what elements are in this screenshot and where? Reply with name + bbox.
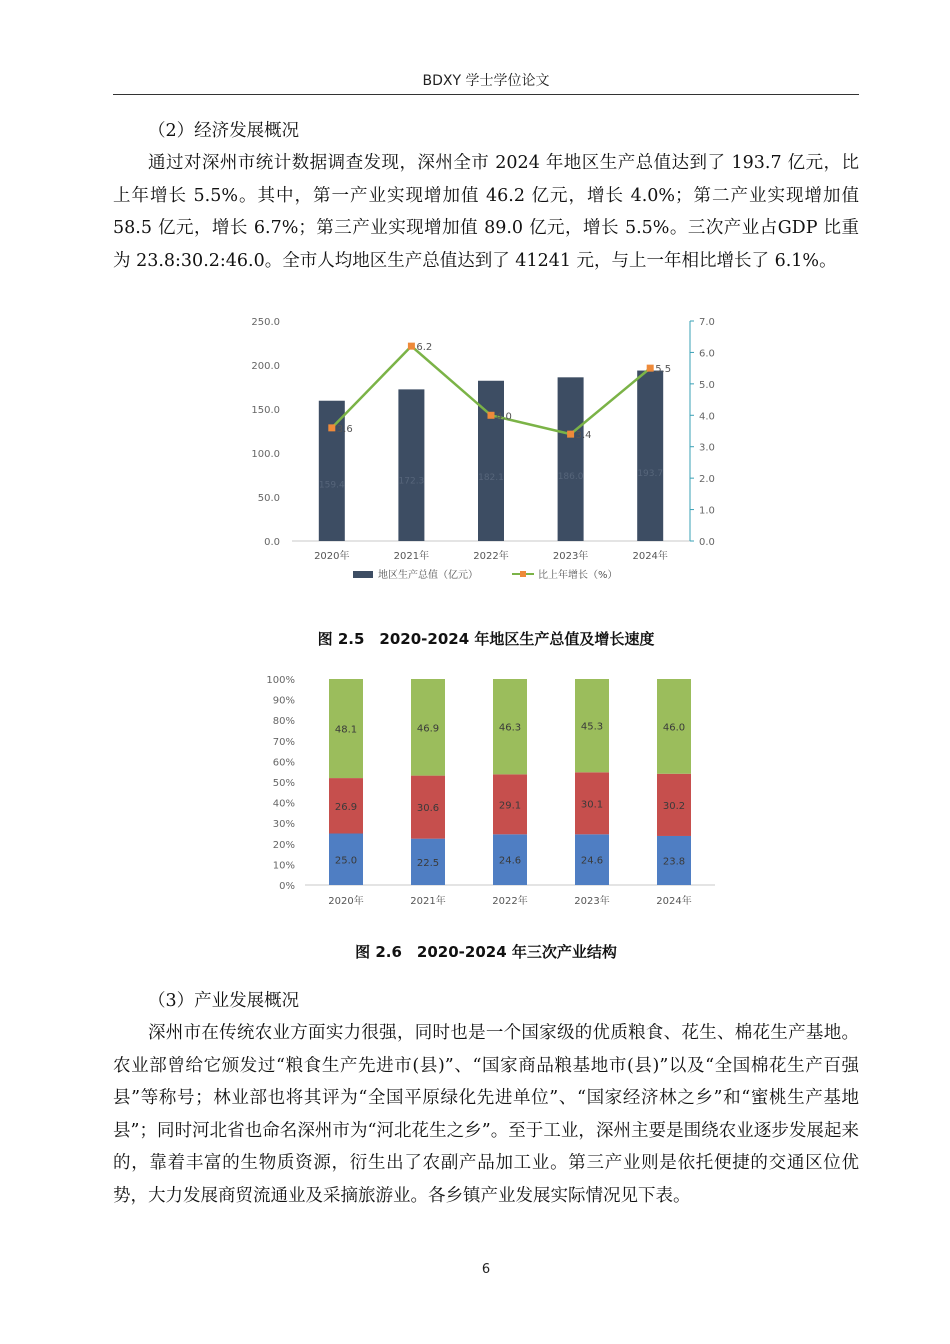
x-tick-label: 2022年	[473, 551, 509, 562]
industry-structure-chart	[255, 665, 715, 919]
gdp-bar	[637, 371, 663, 541]
structure-value-label: 30.2	[662, 800, 686, 812]
x-tick-label: 2023年	[574, 896, 610, 907]
structure-value-label: 29.1	[498, 800, 522, 812]
gdp-bar	[319, 401, 345, 541]
figure-2-5-caption: 图 2.5 2020-2024 年地区生产总值及增长速度	[317, 630, 655, 648]
section-2-paragraph: 通过对深州市统计数据调查发现，深州全市 2024 年地区生产总值达到了 193.7 亿元，比上年增长 5.5%。其中，第一产业实现增加值 46.2 亿元，增长 4.0%；第二产业实现增加值 58.5 亿元，增长 6.7%；第三产业实现增加值 89.0 亿元，增长 5.5%。三次产业占GDP 比重为 23.8:30.2:46.0。全市人均地区生产总值达到了 41241 元，与上一年相比增长了 6.1%。	[113, 153, 859, 271]
structure-value-label: 46.0	[662, 722, 686, 734]
left-y-tick-label: 0.0	[264, 537, 280, 548]
growth-value-label: 6.2	[416, 342, 433, 354]
gdp-bar	[398, 389, 424, 541]
right-y-tick-label: 2.0	[699, 474, 715, 486]
structure-value-label: 30.6	[416, 803, 440, 815]
y-tick-label: 50%	[272, 778, 295, 789]
x-tick-label: 2024年	[656, 896, 692, 907]
gdp-bar-value-label: 193.7	[637, 469, 664, 480]
right-y-tick-label: 3.0	[699, 442, 715, 454]
gdp-bar-value-label: 182.1	[478, 473, 504, 484]
structure-value-label: 24.6	[498, 855, 522, 867]
industry-structure-chart-svg	[255, 665, 715, 915]
gdp-bar-value-label: 172.3	[398, 476, 425, 487]
legend-gdp-label: 地区生产总值（亿元）	[378, 570, 478, 581]
growth-point	[328, 424, 335, 431]
section-3-paragraph: 深州市在传统农业方面实力很强，同时也是一个国家级的优质粮食、花生、棉花生产基地。农业部曾给它颁发过“粮食生产先进市(县)”、“国家商品粮基地市(县)”以及“全国棉花生产百强县”等称号；林业部也将其评为“全国平原绿化先进单位”、“国家经济林之乡”和“蜜桃生产基地县”；同时河北省也命名深州市为“河北花生之乡”。至于工业，深州主要是围绕农业逐步发展起来的，靠着丰富的生物质资源，衍生出了农副产品加工业。第三产业则是依托便捷的交通区位优势，大力发展商贸流通业及采摘旅游业。各乡镇产业发展实际情况见下表。	[113, 1023, 859, 1206]
legend-growth-marker	[520, 571, 526, 577]
y-tick-label: 80%	[272, 716, 295, 728]
structure-value-label: 23.8	[662, 856, 686, 868]
y-tick-label: 0%	[279, 881, 295, 892]
growth-value-label: 5.5	[655, 364, 672, 376]
legend-growth-label: 比上年增长（%）	[538, 570, 618, 581]
structure-value-label: 46.9	[416, 723, 440, 735]
y-tick-label: 40%	[272, 798, 295, 810]
growth-value-label: 4.0	[496, 411, 512, 423]
legend-gdp-swatch	[353, 571, 373, 578]
x-tick-label: 2021年	[410, 896, 446, 907]
structure-value-label: 26.9	[334, 801, 358, 813]
structure-value-label: 45.3	[580, 721, 604, 733]
gdp-bar	[478, 381, 504, 541]
right-y-tick-label: 1.0	[699, 505, 715, 517]
y-tick-label: 90%	[272, 695, 295, 707]
gdp-bar-value-label: 186.0	[557, 471, 584, 482]
growth-point	[567, 431, 574, 438]
left-y-tick-label: 150.0	[251, 405, 280, 416]
right-y-tick-label: 5.0	[699, 379, 715, 391]
growth-value-label: 3.4	[575, 430, 592, 442]
y-tick-label: 70%	[272, 736, 295, 748]
y-tick-label: 10%	[272, 860, 295, 872]
gdp-chart	[230, 312, 730, 606]
y-tick-label: 100%	[266, 675, 295, 686]
x-tick-label: 2020年	[314, 551, 350, 562]
figure-2-6-caption: 图 2.6 2020-2024 年三次产业结构	[355, 943, 617, 961]
left-y-tick-label: 200.0	[251, 361, 280, 372]
growth-value-label: 3.6	[336, 423, 353, 435]
page-number: 6	[481, 1262, 491, 1277]
structure-value-label: 25.0	[334, 855, 358, 867]
gdp-chart-svg	[230, 312, 730, 602]
right-y-tick-label: 4.0	[699, 411, 715, 423]
growth-point	[647, 365, 654, 372]
structure-value-label: 30.1	[580, 799, 604, 811]
x-tick-label: 2023年	[552, 551, 589, 562]
right-y-tick-label: 0.0	[699, 537, 715, 548]
y-tick-label: 30%	[272, 819, 295, 831]
growth-point	[408, 343, 415, 350]
structure-value-label: 22.5	[416, 857, 440, 869]
left-y-tick-label: 50.0	[257, 493, 280, 504]
structure-value-label: 46.3	[498, 722, 522, 734]
x-tick-label: 2024年	[632, 551, 668, 562]
left-y-tick-label: 250.0	[251, 317, 280, 328]
y-tick-label: 60%	[272, 757, 295, 769]
structure-value-label: 48.1	[334, 724, 358, 736]
page-header: BDXY 学士学位论文	[422, 73, 550, 89]
x-tick-label: 2021年	[393, 551, 430, 562]
header-rule	[113, 94, 859, 95]
structure-value-label: 24.6	[580, 855, 604, 867]
left-y-tick-label: 100.0	[251, 449, 280, 460]
gdp-bar	[558, 377, 584, 541]
y-tick-label: 20%	[272, 839, 295, 851]
growth-point	[488, 412, 495, 419]
x-tick-label: 2022年	[492, 896, 528, 907]
right-y-tick-label: 7.0	[699, 317, 715, 328]
x-tick-label: 2020年	[328, 896, 364, 907]
section-2-heading: （2）经济发展概况	[148, 121, 300, 141]
right-y-tick-label: 6.0	[699, 348, 715, 360]
gdp-bar-value-label: 159.4	[318, 480, 345, 491]
section-3-heading: （3）产业发展概况	[148, 991, 300, 1011]
